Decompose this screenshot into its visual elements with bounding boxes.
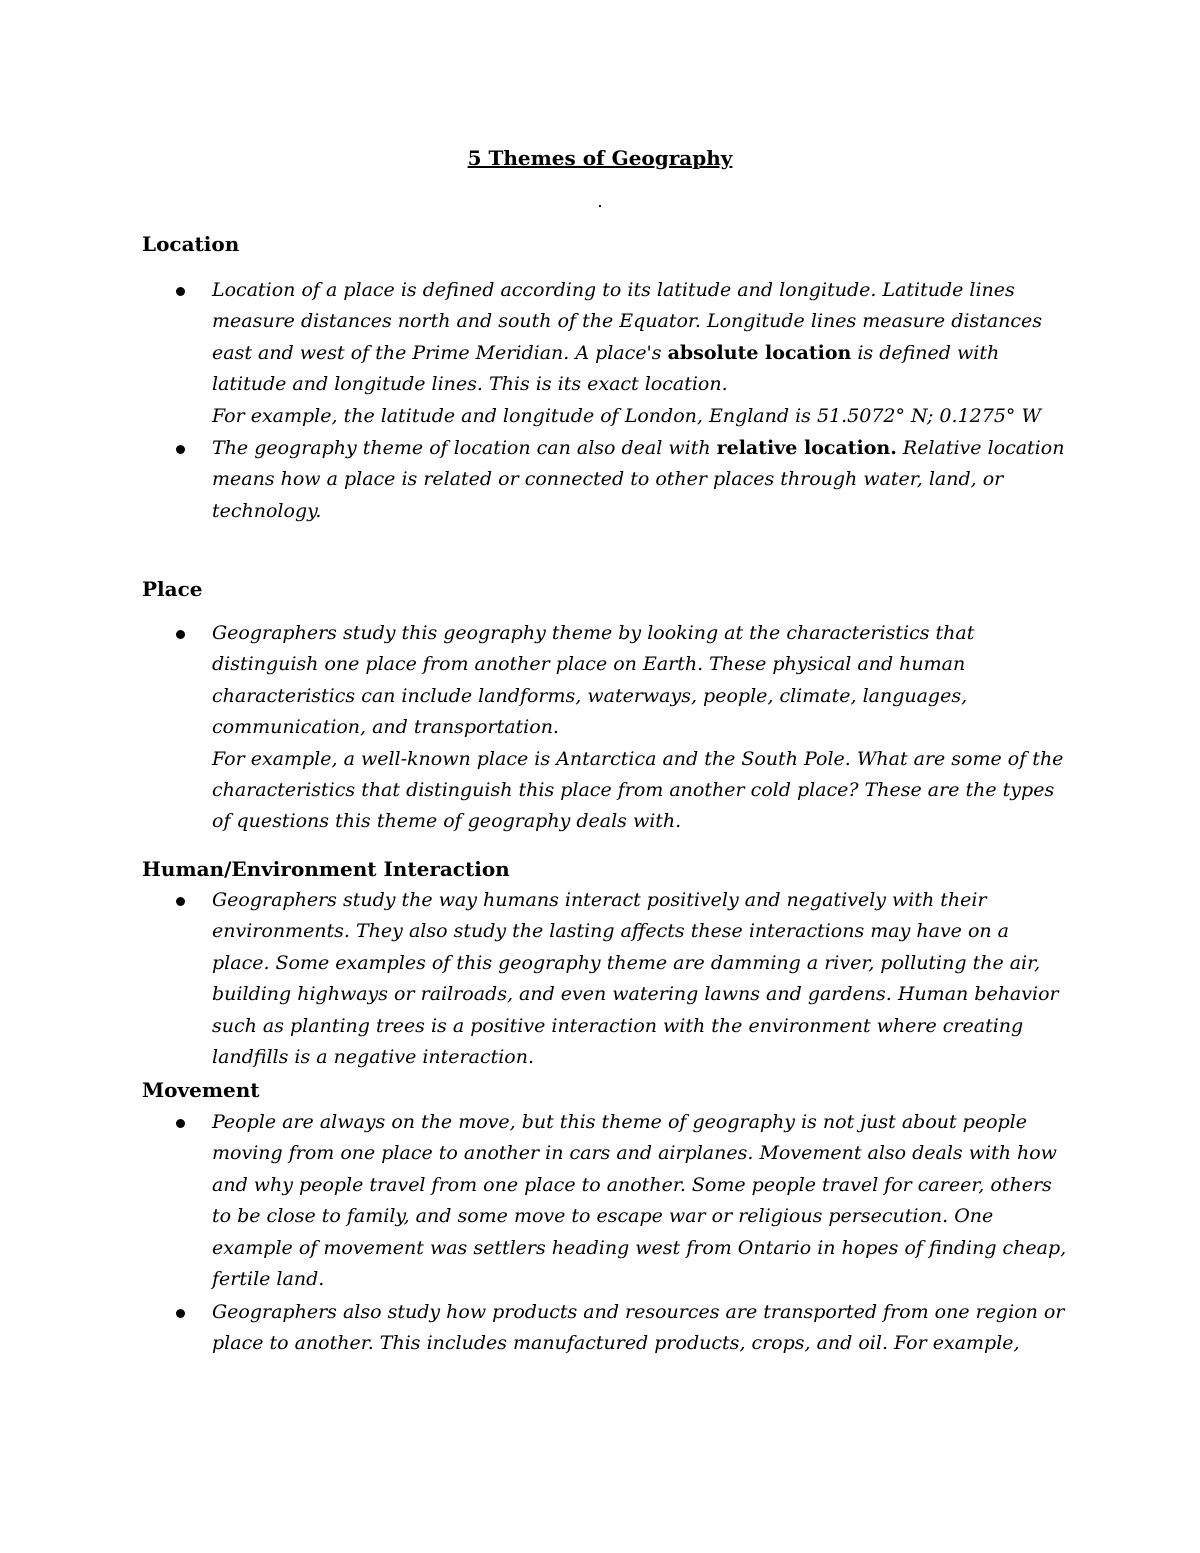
human-b1-text: Geographers study the way humans interact positively and negatively with their environments. They also study the lasting affects these interactions may have on a place. Some examples of this geography theme are damming a river, polluting the air, building highways or railroads, and even watering lawns and gardens. Human behavior such as planting trees is a positive interaction with the environment where creating landfills is a negative interaction. — [212, 889, 1059, 1069]
page-title: 5 Themes of Geography — [467, 146, 733, 170]
location-b1-text: Location of a place is defined according to its latitude and longitude. Latitude lines measure distances north and south of the Equator. Longitude lines measure distances east and west of the Prime Meridian. A place's — [212, 279, 1043, 364]
location-b2-text-end: Relative location means how a place is related or connected to other places through water, land, or technology. — [212, 437, 1065, 522]
relative-location-term: relative location. — [716, 437, 897, 459]
place-example: For example, a well-known place is Antarctica and the South Pole. What are some of the characteristics that distinguish this place from another cold place? These are the types of questions this theme of geography deals with. — [212, 747, 1064, 833]
movement-bullet-2 — [212, 1297, 1072, 1360]
heading-place: Place — [142, 577, 203, 601]
movement-bullet-1 — [212, 1107, 1072, 1295]
location-bullet-2 — [212, 433, 1072, 527]
stray-dot: . — [597, 191, 603, 212]
heading-movement: Movement — [142, 1078, 260, 1102]
movement-b2-text: Geographers also study how products and resources are transported from one region or place to another. This includes manufactured products, crops, and oil. For example, — [212, 1301, 1065, 1355]
heading-human-environment: Human/Environment Interaction — [142, 857, 510, 881]
movement-b1-text: People are always on the move, but this theme of geography is not just about people moving from one place to another in cars and airplanes. Movement also deals with how and why people travel from one place to another. Some people travel for career, others to be close to family, and some move to escape war or religious persecution. One example of movement was settlers heading west from Ontario in hopes of finding cheap, fertile land. — [212, 1111, 1067, 1291]
location-example: For example, the latitude and longitude of London, England is 51.5072° N; 0.1275° W — [212, 404, 1041, 427]
place-bullet-1 — [212, 618, 1072, 838]
location-bullet-1 — [212, 275, 1072, 432]
location-b1-text-end: is defined with latitude and longitude lines. This is its exact location. — [212, 341, 1000, 396]
absolute-location-term: absolute location — [667, 341, 852, 364]
human-bullet-1 — [212, 885, 1072, 1073]
place-b1-text: Geographers study this geography theme by looking at the characteristics that distinguish one place from another place on Earth. These physical and human characteristics can include landforms, waterways, people, climate, languages, communication, and transportation. — [212, 622, 975, 739]
location-b2-text: The geography theme of location can also deal with — [212, 437, 717, 459]
heading-location: Location — [142, 232, 240, 256]
